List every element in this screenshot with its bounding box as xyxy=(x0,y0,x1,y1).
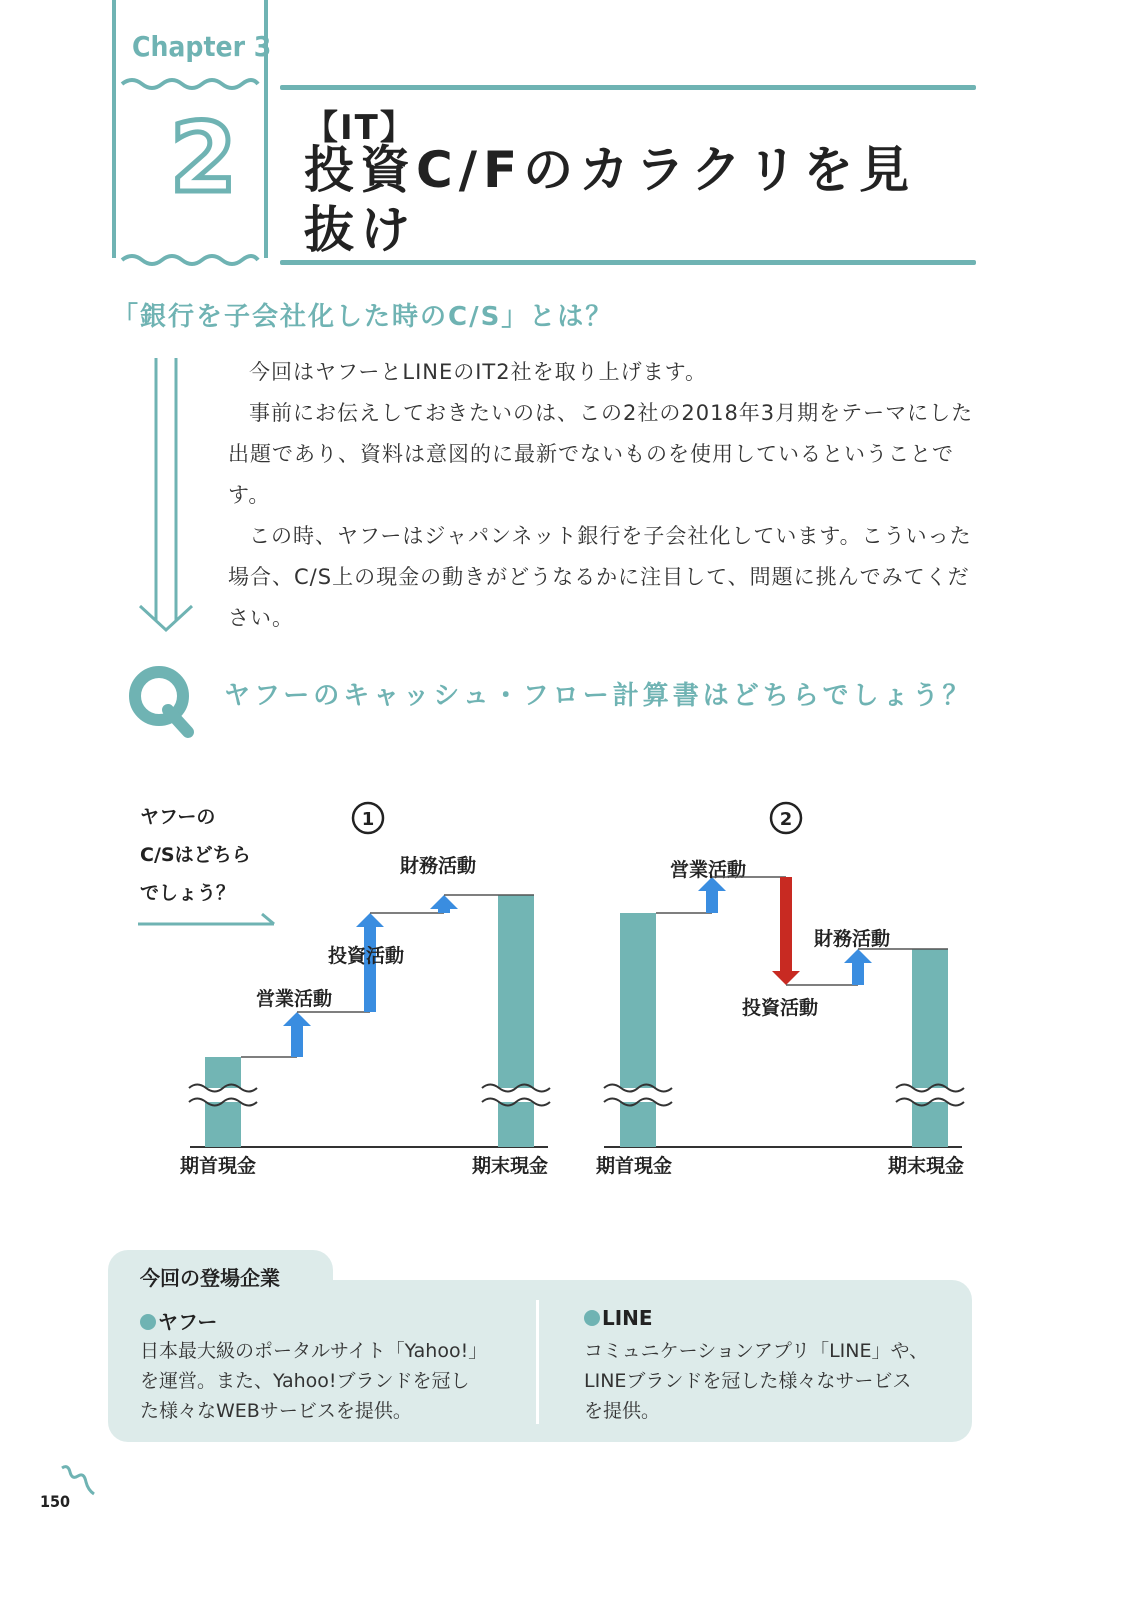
up-arrow-bar xyxy=(430,895,458,913)
company-box-title: 今回の登場企業 xyxy=(140,1266,280,1290)
category-label: 営業活動 xyxy=(256,988,333,1010)
category-label: 財務活動 xyxy=(814,928,891,950)
category-label: 営業活動 xyxy=(670,859,747,881)
category-label: 期首現金 xyxy=(180,1155,257,1177)
title-rule-top xyxy=(280,85,976,90)
company-box xyxy=(108,1250,974,1442)
company-name-line: LINE xyxy=(584,1306,653,1330)
up-arrow-bar xyxy=(698,877,726,913)
chapter-label: Chapter 3 xyxy=(132,30,272,63)
company-divider xyxy=(536,1300,539,1424)
category-label: 財務活動 xyxy=(400,855,477,877)
paragraph: 事前にお伝えしておきたいのは、この2社の2018年3月期をテーマにした出題であり、資料は意図的に最新でないものを使用しているということです。 xyxy=(228,401,974,507)
page-number: 150 xyxy=(40,1492,71,1511)
bullet-icon xyxy=(140,1314,156,1330)
category-label: 投資活動 xyxy=(328,945,405,967)
title-rule-bottom xyxy=(280,260,976,265)
title-tag: 【IT】 xyxy=(304,108,416,148)
category-label: 期末現金 xyxy=(472,1155,549,1177)
prompt-line-1: ヤフーの xyxy=(140,806,216,828)
cash-bar xyxy=(620,913,656,1147)
up-arrow-bar xyxy=(844,949,872,985)
chapter-number: 2 xyxy=(170,102,237,214)
company-desc-yahoo: 日本最大級のポータルサイト「Yahoo!」 を運営。また、Yahoo!ブランドを冠し た様々なWEBサービスを提供。 xyxy=(140,1340,488,1422)
bullet-icon xyxy=(584,1310,600,1326)
cash-bar xyxy=(498,895,534,1147)
paragraph: この時、ヤフーはジャパンネット銀行を子会社化しています。こういった場合、C/S上の現金の動きがどうなるかに注目して、問題に挑んでみてください。 xyxy=(228,524,972,630)
wave-decoration-top xyxy=(120,74,260,92)
page-title: 投資C/Fのカラクリを見抜け xyxy=(304,141,916,259)
cash-bar xyxy=(912,949,948,1147)
category-label: 投資活動 xyxy=(742,997,819,1019)
down-arrow-bar xyxy=(772,877,800,985)
section-heading: 「銀行を子会社化した時のC/S」とは？ xyxy=(112,302,614,332)
q-icon xyxy=(126,660,196,740)
chart-label: 2 xyxy=(779,809,793,830)
company-name-yahoo: ヤフー xyxy=(140,1306,217,1335)
body-text xyxy=(228,352,978,639)
company-desc-line: コミュニケーションアプリ「LINE」や、 LINEブランドを冠した様々なサービス を提供。 xyxy=(584,1340,929,1422)
prompt-line-3: でしょう？ xyxy=(140,882,236,904)
wave-decoration-bottom xyxy=(120,250,260,268)
chart-2 xyxy=(596,803,964,1177)
paragraph: 今回はヤフーとLINEのIT2社を取り上げます。 xyxy=(249,360,707,384)
down-arrow-icon xyxy=(138,358,194,636)
category-label: 期末現金 xyxy=(888,1155,965,1177)
charts xyxy=(0,790,1125,1210)
question-text: ヤフーのキャッシュ・フロー計算書はどちらでしょう？ xyxy=(224,681,973,711)
chart-label: 1 xyxy=(361,809,375,830)
category-label: 期首現金 xyxy=(596,1155,673,1177)
chart-1 xyxy=(180,803,550,1177)
prompt-line-2: C/Sはどちら xyxy=(140,844,251,866)
up-arrow-bar xyxy=(283,1012,311,1057)
